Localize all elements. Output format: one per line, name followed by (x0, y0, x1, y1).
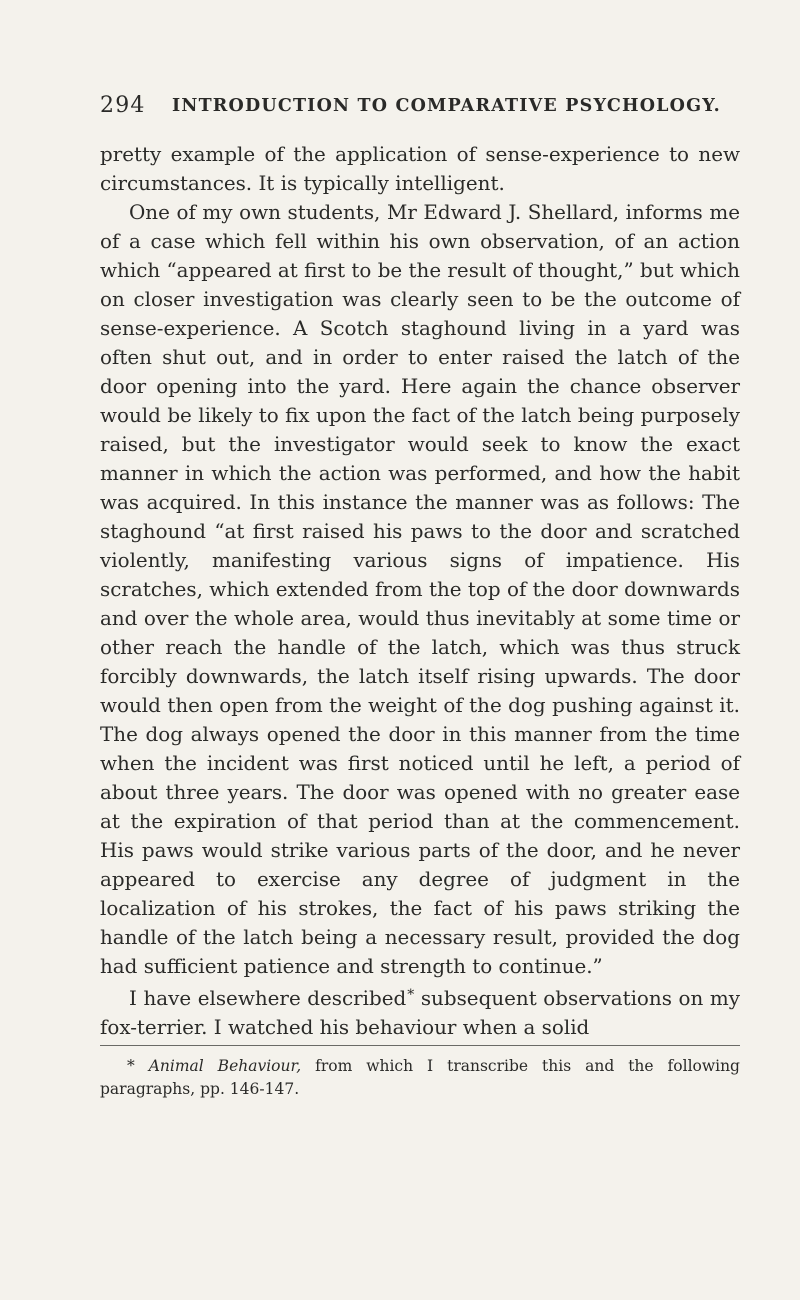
book-page (100, 86, 740, 1101)
paragraph-3 (100, 981, 740, 1042)
paragraph-3-text-start: I have elsewhere described (129, 987, 407, 1010)
paragraph-1: pretty example of the application of sense-experience to new circumstances. It is typically intelligent. (100, 143, 740, 195)
footnote-book-title: Animal Behaviour, (148, 1057, 302, 1075)
paragraph-3-text-end: subsequent observations on my fox-terrier. I watched his behaviour when a solid (100, 987, 740, 1039)
body-text (100, 140, 740, 1042)
running-title: INTRODUCTION TO COMPARATIVE PSYCHOLOGY. (172, 96, 721, 116)
footnote (100, 1055, 740, 1101)
paragraph-2: One of my own students, Mr Edward J. Shellard, informs me of a case which fell within his own observation, of an action which “appeared at first to be the result of thought,” but which on closer investigation was clearly seen to be the outcome of sense-experience. A Scotch staghound living in a yard was often shut out, and in order to enter raised the latch of the door opening into the yard. Here again the chance observer would be likely to fix upon the fact of the latch being purposely raised, but the investigator would seek to know the exact manner in which the action was performed, and how the habit was acquired. In this instance the manner was as follows: The staghound “at first raised his paws to the door and scratched violently, manifesting various signs of impatience. His scratches, which extended from the top of the door downwards and over the whole area, would thus inevitably at some time or other reach the handle of the latch, which was thus struck forcibly downwards, the latch itself rising upwards. The door would then open from the weight of the dog pushing against it. The dog always opened the door in this manner from the time when the incident was first noticed until he left, a period of about three years. The door was opened with no greater ease at the expiration of that period than at the commencement. His paws would strike various parts of the door, and he never appeared to exercise any degree of judgment in the localization of his strokes, the fact of his paws striking the handle of the latch being a necessary result, provided the dog had sufficient patience and strength to continue.” (100, 201, 740, 978)
footnote-reference-mark: * (407, 987, 415, 1003)
page-number: 294 (100, 93, 146, 118)
running-head (100, 86, 740, 126)
footnote-marker: * (127, 1057, 149, 1075)
footnote-text: from which I transcribe this and the following paragraphs, pp. 146-147. (100, 1057, 740, 1098)
footnote-divider (100, 1045, 740, 1046)
